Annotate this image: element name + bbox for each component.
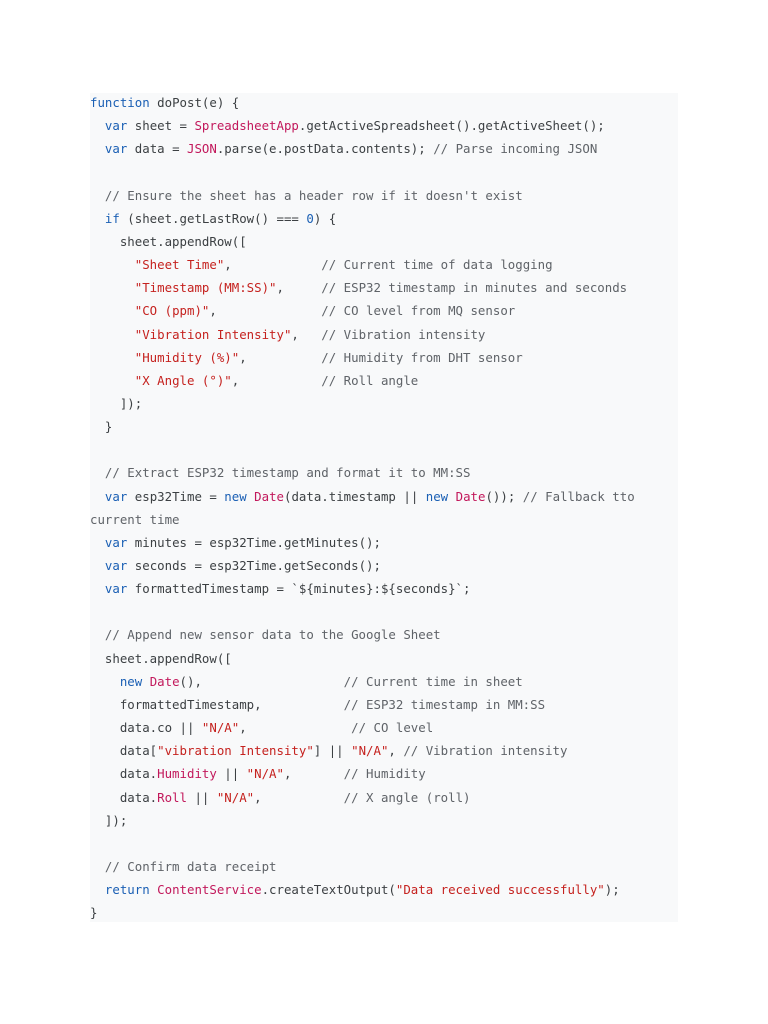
code-token-p [90,141,105,156]
code-token-p: } [90,905,98,921]
code-token-ty: Date [254,488,284,504]
code-line [90,765,426,788]
code-line [90,187,523,210]
code-token-cm: // CO level [351,720,434,736]
code-token-cm: // ESP32 timestamp in MM:SS [343,696,546,712]
code-line [90,534,381,557]
code-token-p: , [291,326,322,342]
code-token-p: data. [90,789,158,805]
code-line [90,626,441,649]
code-token-str: "N/A" [351,743,389,759]
code-token-p [90,118,105,133]
code-token-p [90,627,105,642]
code-token-kw: new [119,673,143,689]
code-token-p: , [239,720,352,736]
code-token-p: seconds = esp32Time.getSeconds(); [127,558,381,573]
code-token-kw: var [104,141,128,157]
code-token-str: "Sheet Time" [134,257,225,273]
code-token-str: "Humidity (%)" [134,349,240,365]
code-token-p: formattedTimestamp = `${minutes}:${seconds}`; [127,581,471,597]
code-token-cm: // X angle (roll) [343,789,471,805]
code-line [90,580,470,603]
code-line [90,742,567,765]
code-line [90,812,127,835]
code-line [90,488,635,511]
code-token-ty: JSON [187,141,217,157]
code-line [90,789,471,812]
code-token-p: data[ [90,743,158,759]
code-token-p: data. [90,766,158,782]
code-token-cm: // Current time in sheet [343,673,523,689]
code-token-kw: var [104,118,128,134]
code-token-kw: var [104,534,128,550]
code-line [90,256,553,279]
code-line [90,117,605,140]
code-token-ty: ContentService [157,882,262,898]
code-token-cm: // Parse incoming JSON [433,141,598,157]
code-token-p [90,674,120,689]
code-token-ty: Date [455,488,486,504]
code-line [90,94,239,117]
code-token-cm: // ESP32 timestamp in minutes and seconds [321,280,628,296]
code-token-p: ()); [485,488,523,504]
code-token-p: , [254,789,344,805]
code-token-p [90,535,105,550]
code-token-p: , [388,743,404,759]
code-token-p [90,211,105,226]
code-token-kw: var [104,488,128,504]
code-line [90,302,515,325]
code-token-p: data.co || [90,720,202,736]
code-token-p [90,859,105,874]
code-token-p: , [231,372,322,388]
code-line [90,511,180,534]
code-token-p: sheet = [127,118,195,134]
code-token-p: , [276,280,322,296]
code-token-p: formattedTimestamp, [90,696,344,712]
code-token-p: .getActiveSpreadsheet().getActiveSheet(); [298,118,605,134]
code-token-cm: // Vibration intensity [403,743,568,759]
code-line [90,418,112,441]
code-token-p: .createTextOutput( [261,882,396,898]
code-token-cm: // Confirm data receipt [104,858,277,874]
code-token-cm: current time [90,511,180,527]
code-token-str: "Vibration Intensity" [134,326,292,342]
code-token-p: } [90,419,113,435]
code-token-p: || [216,766,247,782]
code-line [90,349,523,372]
code-token-ty: Date [149,673,180,689]
code-token-kw: function [90,95,150,110]
code-token-p: (), [179,673,344,689]
code-token-p: || [186,789,217,805]
code-line [90,650,232,673]
code-token-p: minutes = esp32Time.getMinutes(); [127,534,381,550]
code-token-str: "vibration Intensity" [157,743,314,759]
code-line [90,719,433,742]
code-line [90,326,485,349]
code-token-kw: var [104,581,128,597]
code-token-str: "N/A" [216,789,255,805]
code-token-str: "Data received successfully" [395,882,605,898]
code-token-p: ); [604,882,620,898]
code-token-cm: // Vibration intensity [321,326,486,342]
code-token-p [90,257,135,272]
code-token-p [90,303,135,318]
code-token-num: 0 [306,210,314,226]
code-token-str: "CO (ppm)" [134,303,210,319]
code-token-p: , [239,349,322,365]
code-token-p [90,280,135,295]
code-token-str: "N/A" [201,720,240,736]
code-token-ty: Humidity [157,766,217,782]
code-token-p [142,674,149,689]
code-token-ty: SpreadsheetApp [194,118,299,134]
code-token-p: sheet.appendRow([ [90,650,232,666]
code-token-p: (sheet.getLastRow() === [119,210,307,226]
code-line [90,210,336,233]
code-token-cm: // Fallback tto [522,488,635,504]
code-token-p: ] || [313,743,352,759]
code-token-p: (data.timestamp || [284,488,426,504]
code-token-p [90,558,105,573]
code-token-p [90,489,105,504]
code-token-p: ]); [90,812,128,828]
code-token-p [90,188,105,203]
code-token-cm: // Roll angle [321,372,419,388]
code-token-cm: // Ensure the sheet has a header row if it doesn't exist [104,187,523,203]
code-token-p: data = [127,141,187,157]
code-token-kw: var [104,558,128,573]
code-token-p: ) { [313,210,337,226]
code-line [90,464,470,487]
code-token-str: "N/A" [246,766,284,782]
code-line [90,372,418,395]
code-line [90,881,620,904]
code-token-p [90,465,105,480]
code-line [90,233,247,256]
code-token-p [90,581,105,596]
code-line [90,140,597,163]
code-line [90,557,381,580]
code-token-p: sheet.appendRow([ [90,233,247,249]
code-token-cm: // CO level from MQ sensor [321,303,516,319]
code-token-kw: new [425,488,449,504]
code-token-p: , [283,766,344,782]
code-line [90,279,627,302]
code-token-str: "Timestamp (MM:SS)" [134,280,277,296]
code-token-kw: if [104,210,120,226]
code-token-p [90,373,135,388]
code-token-p [90,882,105,897]
code-token-ty: Roll [157,789,187,805]
code-token-p [90,350,135,365]
code-token-cm: // Humidity from DHT sensor [321,349,523,365]
code-token-cm: // Current time of data logging [321,257,553,273]
code-block [90,93,678,922]
code-token-p: ]); [90,395,143,411]
code-token-p: , [224,257,322,273]
code-token-cm: // Extract ESP32 timestamp and format it to MM:SS [104,465,471,481]
code-line [90,858,277,881]
code-token-p: .parse(e.postData.contents); [216,141,434,157]
code-token-p: doPost(e) { [149,95,240,110]
code-token-p [448,489,455,504]
code-line [90,395,142,418]
code-line [90,904,97,927]
code-token-p: , [209,303,322,319]
code-token-p [90,327,135,342]
code-token-str: "X Angle (°)" [134,372,232,388]
code-token-kw: return [104,882,150,898]
code-line [90,673,523,696]
code-token-p: esp32Time = [127,488,225,504]
code-line [90,696,545,719]
code-token-cm: // Humidity [343,766,426,782]
code-token-cm: // Append new sensor data to the Google Sheet [104,627,441,643]
code-token-kw: new [224,488,247,504]
